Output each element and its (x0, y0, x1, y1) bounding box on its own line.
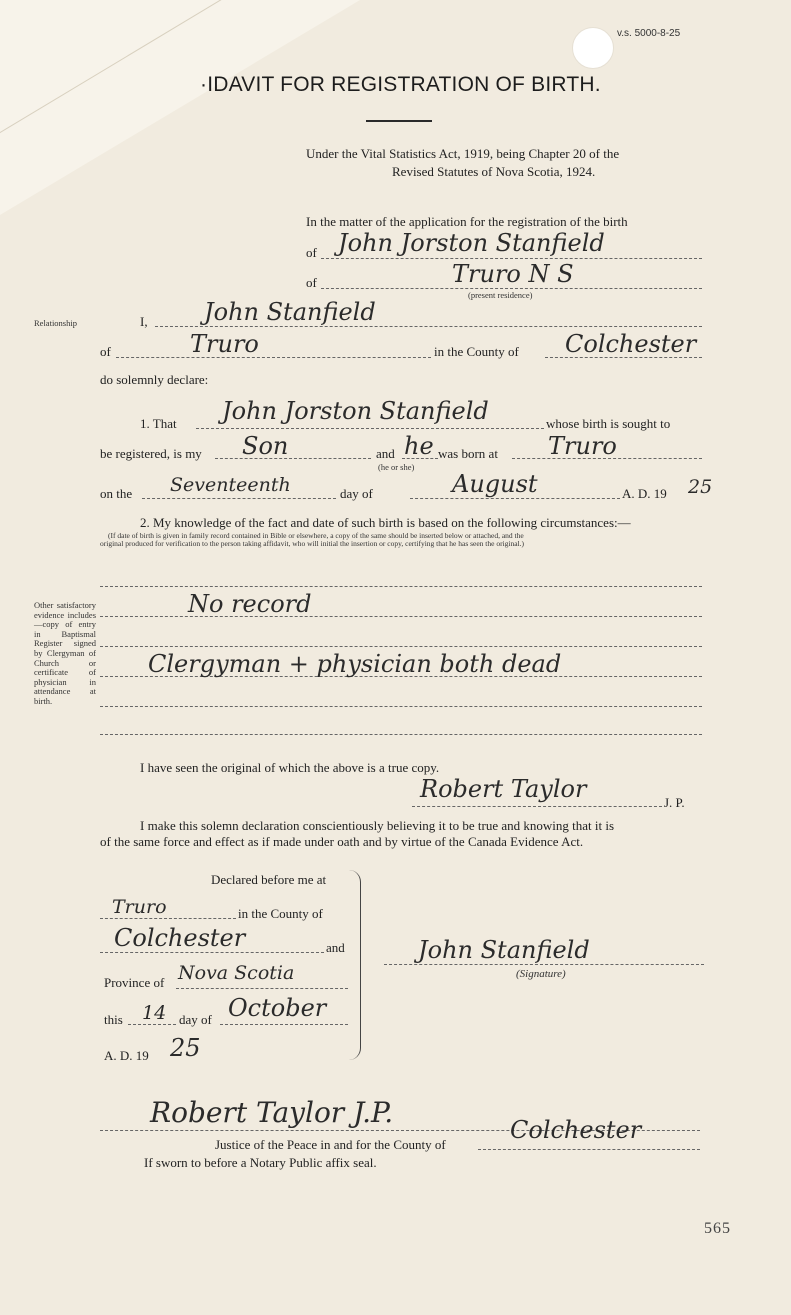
residence-note: (present residence) (468, 290, 533, 300)
brace (348, 870, 361, 1060)
item1-on-the: on the (100, 486, 133, 501)
declared-county: Colchester (114, 924, 246, 952)
item1-year: 25 (688, 476, 713, 498)
item1-relation-line (215, 458, 371, 459)
declarant-signature-line (384, 964, 704, 965)
jp-label: J. P. (664, 795, 685, 810)
signature-label: (Signature) (516, 968, 566, 980)
item2-text: 2. My knowledge of the fact and date of such birth is based on the following circumstances:— (140, 515, 631, 530)
justice-label: Justice of the Peace in and for the County of (215, 1137, 446, 1152)
item1-he-or-she: (he or she) (378, 462, 415, 472)
declarant-signature: John Stanfield (418, 936, 590, 964)
declarant-town-line (116, 357, 431, 358)
item2-note-2: original produced for verification to the person taking affidavit, who will initial the insertion or copy, certifying that he has seen the original.) (100, 539, 525, 548)
declared-town-line (100, 918, 236, 919)
declarant-of-label: of (100, 344, 111, 359)
justice-county-line (478, 1149, 700, 1150)
item1-that-label: 1. That (140, 416, 177, 431)
of-label-1: of (306, 245, 317, 260)
declaration-line-1: I make this solemn declaration conscientiously believing it to be true and knowing that it is (140, 818, 615, 833)
side-note-evidence: Other satisfactory evidence includes —copy of entry in Baptismal Register signed by Clergyman of Church or certificate of physician in attendance at birth. (34, 600, 96, 706)
item1-ad: A. D. 19 (622, 486, 667, 501)
solemnly-declare: do solemnly declare: (100, 372, 209, 387)
of-line-2 (321, 288, 702, 289)
notary-note: If sworn to before a Notary Public affix seal. (144, 1155, 377, 1170)
seen-original-text: I have seen the original of which the above is a true copy. (140, 760, 440, 775)
declared-day: 14 (142, 1002, 167, 1024)
declarant-name-line (155, 326, 702, 327)
item1-child-line (196, 428, 544, 429)
child-full-name: John Jorston Stanfield (338, 229, 605, 257)
title-rule (366, 120, 432, 122)
declarant-town: Truro (190, 330, 259, 358)
item1-month-line (410, 498, 620, 499)
item1-month: August (452, 470, 538, 498)
document-title: ·IDAVIT FOR REGISTRATION OF BIRTH. (200, 73, 601, 96)
justice-signature: Robert Taylor J.P. (150, 1096, 394, 1129)
declared-town: Truro (112, 896, 167, 918)
circumstance-1: No record (188, 590, 312, 618)
province-label: Province of (104, 975, 165, 990)
declared-month-line (220, 1024, 348, 1025)
province-line (176, 988, 348, 989)
justice-county: Colchester (510, 1116, 642, 1144)
declared-day-of: day of (179, 1012, 212, 1027)
declared-county-label: in the County of (238, 906, 323, 921)
of-line-1 (321, 258, 702, 259)
form-code: v.s. 5000-8-25 (617, 28, 681, 39)
item1-whose: whose birth is sought to (546, 416, 671, 431)
page-number: 565 (704, 1220, 731, 1237)
item1-place: Truro (548, 432, 617, 460)
intro-line-2: Revised Statutes of Nova Scotia, 1924. (392, 164, 596, 179)
declarant-county-label: in the County of (434, 344, 519, 359)
item1-registered: be registered, is my (100, 446, 202, 461)
jp-signature-line (412, 806, 662, 807)
province: Nova Scotia (178, 962, 295, 984)
declared-ad: A. D. 19 (104, 1048, 149, 1063)
declared-county-line (100, 952, 324, 953)
declaration-line-2: of the same force and effect as if made under oath and by virtue of the Canada Evidence Act. (100, 834, 584, 849)
item1-born-at: was born at (438, 446, 498, 461)
relationship-label: Relationship (34, 318, 77, 328)
item1-pronoun: he (404, 432, 434, 460)
circumstance-line-6 (100, 734, 702, 735)
folded-corner (0, 0, 360, 215)
item1-day: Seventeenth (170, 474, 291, 496)
declared-month: October (228, 994, 327, 1022)
punch-hole (572, 27, 614, 69)
i-label: I, (140, 314, 148, 329)
of-label-2: of (306, 275, 317, 290)
declared-year: 25 (170, 1034, 201, 1062)
circumstance-line-3 (100, 646, 702, 647)
item1-day-line (142, 498, 336, 499)
declared-and-label: and (326, 940, 345, 955)
matter-line: In the matter of the application for the registration of the birth (306, 214, 628, 229)
item1-relation: Son (242, 432, 289, 460)
intro-line-1: Under the Vital Statistics Act, 1919, being Chapter 20 of the (306, 146, 620, 161)
item1-day-of: day of (340, 486, 373, 501)
circumstance-2: Clergyman + physician both dead (148, 650, 562, 678)
declared-day-line (128, 1024, 176, 1025)
jp-signature: Robert Taylor (420, 775, 587, 803)
circumstance-line-1 (100, 586, 702, 587)
item1-child-name: John Jorston Stanfield (222, 397, 489, 425)
declarant-name: John Stanfield (204, 298, 376, 326)
child-residence: Truro N S (452, 260, 574, 288)
circumstance-line-5 (100, 706, 702, 707)
declarant-county: Colchester (565, 330, 697, 358)
declared-before-label: Declared before me at (211, 872, 327, 887)
item2-note-1: (If date of birth is given in family record contained in Bible or elsewhere, a copy of the same should be inserted below or attached, and the (108, 531, 524, 540)
this-label: this (104, 1012, 123, 1027)
item1-and-label: and (376, 446, 395, 461)
